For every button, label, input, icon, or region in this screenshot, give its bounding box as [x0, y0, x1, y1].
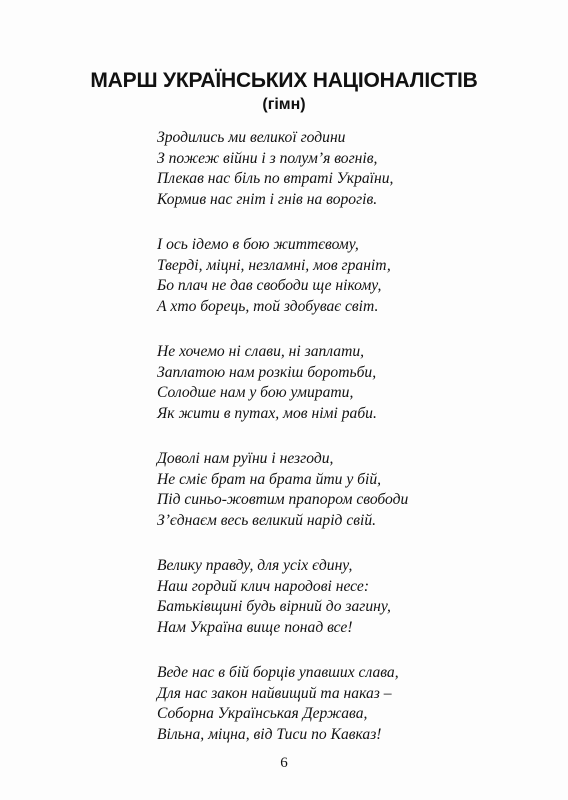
poem-line: Під синьо-жовтим прапором свободи	[157, 491, 409, 508]
poem-line: Не хочемо ні слави, ні заплати,	[157, 343, 365, 360]
poem-line: Батьківщині будь вірний до загину,	[157, 598, 391, 615]
poem-line: Заплатою нам розкіш боротьби,	[157, 363, 377, 381]
poem-line: А хто борець, той здобуває світ.	[157, 297, 379, 315]
poem-line: З’єднаєм весь великий нарід свій.	[157, 511, 377, 529]
poem-line: Веде нас в бій борців упавших слава,	[157, 664, 399, 681]
poem-line: Доволі нам руїни і незгоди,	[157, 450, 334, 467]
poem-line: Соборна Українськая Держава,	[157, 705, 368, 722]
poem-line: Плекав нас біль по втраті України,	[157, 170, 394, 187]
poem-line: Солодше нам у бою умирати,	[157, 384, 354, 401]
page-number: 6	[280, 755, 288, 771]
stanza-3	[157, 342, 547, 424]
poem-line: Як жити в путах, мов німі раби.	[157, 404, 377, 422]
page-title: МАРШ УКРАЇНСЬКИХ НАЦІОНАЛІСТІВ	[90, 69, 478, 92]
stanza-2	[157, 235, 547, 317]
poem-line: Нам Україна вище понад все!	[157, 618, 353, 636]
stanza-6	[157, 663, 547, 745]
poem-line: І ось ідемо в бою життєвому,	[157, 236, 359, 253]
poem-body	[157, 128, 547, 770]
page-subtitle: (гімн)	[262, 96, 306, 113]
stanza-4	[157, 449, 547, 531]
stanza-5	[157, 556, 547, 638]
poem-line: Бо плач не дав свободи ще нікому,	[157, 277, 382, 294]
poem-line: Зродились ми великої години	[157, 129, 346, 146]
stanza-1	[157, 128, 547, 210]
poem-line: Наш гордий клич народові несе:	[157, 577, 370, 595]
poem-line: Тверді, міцні, незламні, мов граніт,	[157, 256, 391, 274]
poem-line: Кормив нас гніт і гнів на ворогів.	[157, 190, 378, 208]
poem-line: Не сміє брат на брата йти у бій,	[157, 470, 382, 488]
poem-line: З пожеж війни і з полум’я вогнів,	[157, 149, 378, 167]
poem-line: Вільна, міцна, від Тиси по Кавказ!	[157, 725, 382, 743]
poem-line: Для нас закон найвищий та наказ –	[157, 684, 392, 702]
poem-line: Велику правду, для усіх єдину,	[157, 557, 353, 574]
